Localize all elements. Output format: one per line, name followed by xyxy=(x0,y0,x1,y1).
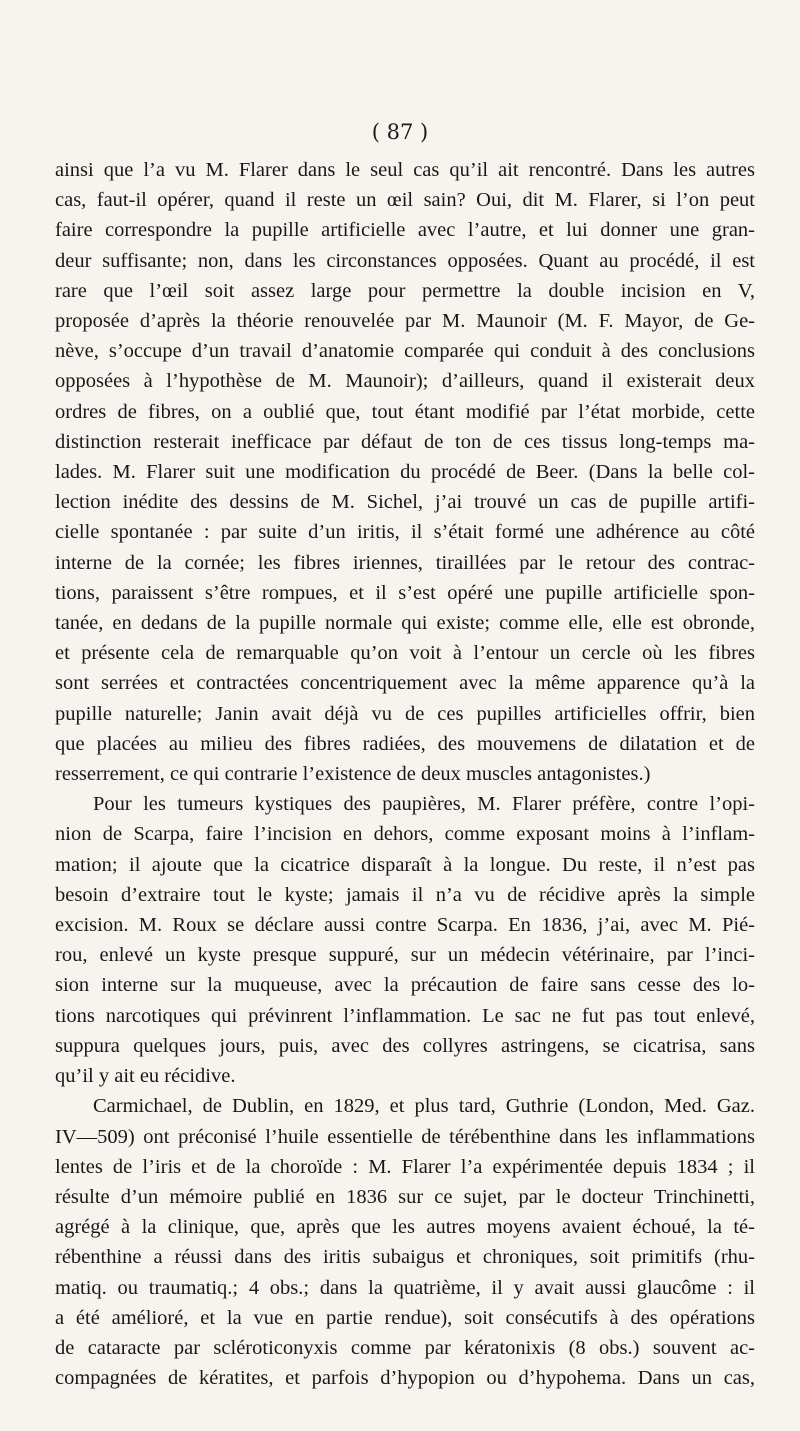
text-line: rébenthine a réussi dans des iritis subaigus et chroniques, soit primitifs (rhu- xyxy=(55,1246,755,1269)
text-line: mation; il ajoute que la cicatrice disparaît à la longue. Du reste, il n’est pas xyxy=(55,853,755,876)
text-line: excision. M. Roux se déclare aussi contre Scarpa. En 1836, j’ai, avec M. Pié- xyxy=(55,914,755,937)
page-number: ( 87 ) xyxy=(371,120,429,144)
text-line: matiq. ou traumatiq.; 4 obs.; dans la quatrième, il y avait aussi glaucôme : il xyxy=(55,1276,755,1299)
text-line: opposées à l’hypothèse de M. Maunoir); d’ailleurs, quand il existerait deux xyxy=(55,370,755,393)
text-line: lentes de l’iris et de la choroïde : M. Flarer l’a expérimentée depuis 1834 ; il xyxy=(55,1155,755,1178)
body-text xyxy=(55,155,755,1393)
text-line: agrégé à la clinique, que, après que les autres moyens avaient échoué, la té- xyxy=(55,1216,755,1239)
text-line: ainsi que l’a vu M. Flarer dans le seul cas qu’il ait rencontré. Dans les autres xyxy=(55,159,755,181)
text-line: besoin d’extraire tout le kyste; jamais il n’a vu de récidive après la simple xyxy=(55,883,755,906)
text-line: que placées au milieu des fibres radiées, des mouvemens de dilatation et de xyxy=(55,732,755,755)
text-line: Pour les tumeurs kystiques des paupières, M. Flarer préfère, contre l’opi- xyxy=(93,793,755,816)
text-line: et présente cela de remarquable qu’on voit à l’entour un cercle où les fibres xyxy=(55,642,755,665)
text-line: qu’il y ait eu récidive. xyxy=(55,1065,236,1088)
text-line: ordres de fibres, on a oublié que, tout étant modifié par l’état morbide, cette xyxy=(55,400,755,423)
text-line: IV—509) ont préconisé l’huile essentielle de térébenthine dans les inflammations xyxy=(55,1125,755,1148)
text-line: a été amélioré, et la vue en partie rendue), soit consécutifs à des opérations xyxy=(55,1306,755,1329)
text-line: lection inédite des dessins de M. Sichel, j’ai trouvé un cas de pupille artifi- xyxy=(55,491,755,514)
text-line: pupille naturelle; Janin avait déjà vu de ces pupilles artificielles offrir, bien xyxy=(55,702,755,725)
text-line: cas, faut-il opérer, quand il reste un œil sain? Oui, dit M. Flarer, si l’on peut xyxy=(55,189,755,212)
text-line: tanée, en dedans de la pupille normale qui existe; comme elle, elle est obronde, xyxy=(55,612,755,635)
text-line: rare que l’œil soit assez large pour permettre la double incision en V, xyxy=(55,279,755,302)
text-line: deur suffisante; non, dans les circonstances opposées. Quant au procédé, il est xyxy=(55,249,755,272)
text-line: suppura quelques jours, puis, avec des collyres astringens, se cicatrisa, sans xyxy=(55,1034,755,1057)
text-line: sont serrées et contractées concentriquement avec la même apparence qu’à la xyxy=(55,672,755,695)
text-line: tions narcotiques qui prévinrent l’inflammation. Le sac ne fut pas tout enlevé, xyxy=(55,1004,755,1027)
text-line: interne de la cornée; les fibres iriennes, tiraillées par le retour des contrac- xyxy=(55,551,755,574)
text-line: résulte d’un mémoire publié en 1836 sur ce sujet, par le docteur Trinchinetti, xyxy=(55,1185,755,1208)
text-line: compagnées de kératites, et parfois d’hypopion ou d’hypohema. Dans un cas, xyxy=(55,1367,755,1390)
text-line: nion de Scarpa, faire l’incision en dehors, comme exposant moins à l’inflam- xyxy=(55,823,755,846)
text-line: proposée d’après la théorie renouvelée par M. Maunoir (M. F. Mayor, de Ge- xyxy=(55,310,755,333)
text-line: Carmichael, de Dublin, en 1829, et plus tard, Guthrie (London, Med. Gaz. xyxy=(93,1095,755,1118)
text-line: nève, s’occupe d’un travail d’anatomie comparée qui conduit à des conclusions xyxy=(55,340,755,363)
text-line: sion interne sur la muqueuse, avec la précaution de faire sans cesse des lo- xyxy=(55,974,755,997)
text-line: rou, enlevé un kyste presque suppuré, sur un médecin vétérinaire, par l’inci- xyxy=(55,944,755,967)
text-line: distinction resterait inefficace par défaut de ton de ces tissus long-temps ma- xyxy=(55,430,755,453)
text-line: cielle spontanée : par suite d’un iritis, il s’était formé une adhérence au côté xyxy=(55,521,755,544)
text-line: lades. M. Flarer suit une modification du procédé de Beer. (Dans la belle col- xyxy=(55,461,755,484)
text-line: resserrement, ce qui contrarie l’existence de deux muscles antagonistes.) xyxy=(55,763,651,786)
text-line: de cataracte par scléroticonyxis comme par kératonixis (8 obs.) souvent ac- xyxy=(55,1336,755,1359)
text-line: tions, paraissent s’être rompues, et il s’est opéré une pupille artificielle spon- xyxy=(55,581,755,604)
text-line: faire correspondre la pupille artificielle avec l’autre, et lui donner une gran- xyxy=(55,219,755,242)
